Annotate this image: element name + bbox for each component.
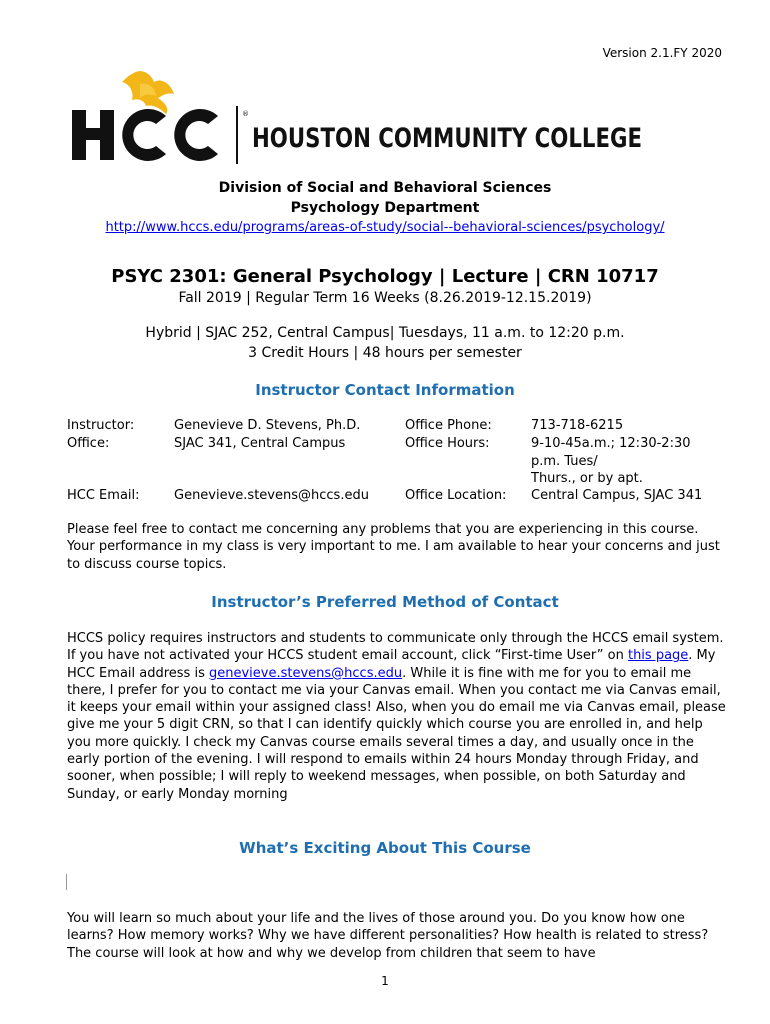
eagle-icon	[122, 71, 174, 114]
page-number: 1	[381, 974, 389, 988]
course-credits: 3 Credit Hours | 48 hours per semester	[248, 345, 522, 361]
department-url-link[interactable]: http://www.hccs.edu/programs/areas-of-study/social--behavioral-sciences/psychology/	[105, 220, 665, 235]
course-title: PSYC 2301: General Psychology | Lecture | CRN 10717	[111, 266, 659, 287]
this-page-link[interactable]: this page	[627, 648, 689, 664]
email-link[interactable]: genevieve.stevens@hccs.edu	[208, 665, 403, 681]
contact-paragraph: Please feel free to contact me concerning any problems that you are experiencing in this course. Your performance in my class is very important to me. I am available to hear your concerns and just to discuss course topics.	[67, 522, 720, 572]
email-value: Genevieve.stevens@hccs.edu	[174, 488, 369, 503]
division-title: Division of Social and Behavioral Sciences	[218, 180, 552, 196]
version-label: Version 2.1.FY 2020	[602, 46, 722, 60]
office-location-value: Central Campus, SJAC 341	[531, 488, 703, 503]
office-hours-label: Office Hours:	[405, 436, 490, 451]
email-label: HCC Email:	[67, 488, 140, 503]
text-cursor	[66, 874, 67, 890]
college-name: HOUSTON COMMUNITY COLLEGE	[252, 123, 642, 154]
office-hours-line-3: Thurs., or by apt.	[531, 471, 643, 486]
department-title: Psychology Department	[290, 200, 480, 216]
method-paragraph	[67, 630, 727, 803]
office-phone-value: 713-718-6215	[531, 418, 624, 433]
office-hours-line-2: p.m. Tues/	[531, 454, 598, 469]
method-text-2: . My HCC Email address is	[67, 648, 716, 681]
method-text-1: HCCS policy requires instructors and students to communicate only through the HCCS email system. If you have not activated your HCCS student email account, click “First-time User” on	[67, 631, 724, 664]
svg-text:®: ®	[242, 110, 249, 118]
office-location-label: Office Location:	[405, 488, 507, 503]
course-term: Fall 2019 | Regular Term 16 Weeks (8.26.2019-12.15.2019)	[178, 290, 592, 306]
contact-heading: Instructor Contact Information	[255, 381, 515, 399]
exciting-heading: What’s Exciting About This Course	[239, 839, 531, 857]
hcc-logo	[70, 68, 670, 168]
exciting-paragraph: You will learn so much about your life and the lives of those around you. Do you know how one learns? How memory works? Why we have different personalities? How health is related to stress? The course will look at how and why we develop from children that seem to have	[67, 911, 709, 961]
method-heading: Instructor’s Preferred Method of Contact	[211, 593, 559, 611]
instructor-label: Instructor:	[67, 418, 135, 433]
office-value: SJAC 341, Central Campus	[174, 436, 346, 451]
course-schedule: Hybrid | SJAC 252, Central Campus| Tuesdays, 11 a.m. to 12:20 p.m.	[145, 325, 625, 341]
method-text-3: . While it is fine with me for you to email me there, I prefer for you to contact me via your Canvas email. When you contact me via Canvas email, it keeps your email within your assigned class! Also, when you do email me via Canvas email, please give me your 5 digit CRN, so that I can identify quickly which course you are enrolled in, and help you more quickly. I check my Canvas course emails several times a day, and usually once in the early portion of the evening. I will respond to emails within 24 hours Monday through Friday, and sooner, when possible; I will reply to weekend messages, when possible, on both Saturday and Sunday, or early Monday morning	[67, 665, 726, 802]
office-phone-label: Office Phone:	[405, 418, 492, 433]
instructor-value: Genevieve D. Stevens, Ph.D.	[174, 418, 361, 433]
office-hours-line-1: 9-10-45a.m.; 12:30-2:30	[531, 436, 691, 451]
office-label: Office:	[67, 436, 110, 451]
